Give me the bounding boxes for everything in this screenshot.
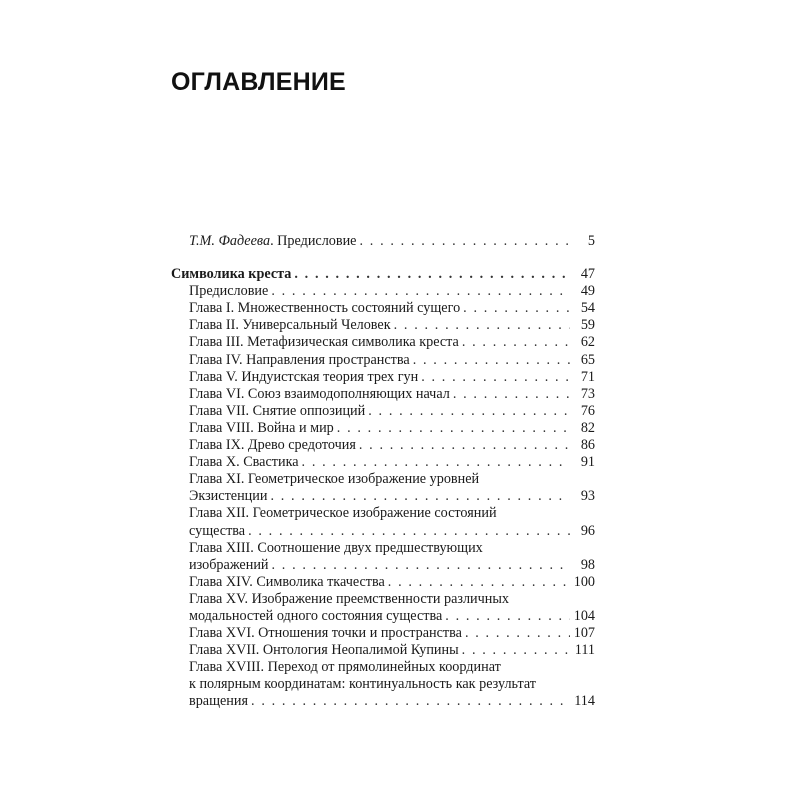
table-of-contents (171, 233, 595, 711)
toc-entry-row (171, 420, 595, 437)
toc-page-number: 107 (573, 625, 595, 642)
dot-leader (368, 403, 570, 420)
foreword-title: Предисловие (277, 233, 357, 249)
dot-leader (462, 334, 570, 351)
toc-entry-row (171, 437, 595, 454)
toc-entry-title: вращения (189, 693, 249, 710)
toc-page-number: 76 (580, 402, 595, 419)
toc-chapter-entry[interactable] (171, 454, 595, 471)
section-gap (171, 250, 595, 266)
toc-chapter-entry[interactable] (171, 471, 595, 505)
toc-entry-row (171, 557, 595, 574)
dot-leader (359, 437, 570, 454)
toc-page-number: 98 (580, 556, 595, 573)
toc-entry-title: Глава III. Метафизическая символика креста (189, 334, 459, 351)
toc-chapter-entry[interactable] (171, 625, 595, 642)
dot-leader (462, 642, 570, 659)
dot-leader (271, 283, 570, 300)
dot-leader (270, 488, 570, 505)
toc-chapter-entry[interactable] (171, 591, 595, 625)
toc-entry-row (171, 386, 595, 403)
toc-entry-row (171, 574, 595, 591)
toc-entry-row (171, 693, 595, 710)
toc-entry-title: Предисловие (189, 283, 269, 300)
toc-chapter-entry[interactable] (171, 317, 595, 334)
toc-chapter-entry[interactable] (171, 283, 595, 300)
toc-entry-row (171, 608, 595, 625)
toc-chapter-entry[interactable] (171, 420, 595, 437)
toc-entry-title: Глава IV. Направления пространства (189, 351, 410, 368)
toc-entry-title-line: Глава XV. Изображение преемственности различных (189, 590, 509, 607)
toc-entry-title: Глава VIII. Война и мир (189, 419, 334, 436)
toc-page-number: 104 (573, 607, 595, 624)
chapter-list (171, 283, 595, 710)
toc-chapter-entry[interactable] (171, 352, 595, 369)
toc-page-number: 91 (580, 454, 595, 471)
dot-leader (463, 300, 570, 317)
dot-leader (413, 352, 570, 369)
toc-entry-row (171, 488, 595, 505)
toc-chapter-entry[interactable] (171, 437, 595, 454)
toc-entry-foreword[interactable] (171, 233, 595, 250)
toc-chapter-entry[interactable] (171, 505, 595, 539)
toc-page-number: 54 (580, 300, 595, 317)
dot-leader (337, 420, 570, 437)
toc-entry-row (171, 283, 595, 300)
toc-page-number: 71 (580, 368, 595, 385)
toc-page-number: 114 (574, 693, 595, 710)
toc-entry-title: Экзистенции (189, 488, 268, 505)
toc-chapter-entry[interactable] (171, 642, 595, 659)
toc-entry-title: Глава V. Индуистская теория трех гун (189, 368, 419, 385)
toc-entry-title: изображений (189, 556, 269, 573)
toc-chapter-entry[interactable] (171, 300, 595, 317)
toc-page-number: 65 (580, 351, 595, 368)
toc-entry-title: модальностей одного состояния существа (189, 607, 443, 624)
section-title: Символика креста (171, 266, 292, 283)
toc-entry-title-line: к полярным координатам: континуальность как результат (189, 676, 536, 693)
toc-chapter-entry[interactable] (171, 574, 595, 591)
toc-entry-row (171, 369, 595, 386)
toc-page-number: 5 (587, 233, 595, 249)
toc-page-number: 49 (580, 283, 595, 300)
dot-leader (251, 693, 570, 710)
dot-leader (272, 557, 570, 574)
dot-leader (453, 386, 570, 403)
toc-entry-title: Глава I. Множественность состояний сущего (189, 300, 461, 317)
toc-entry-row (171, 300, 595, 317)
toc-section-heading[interactable] (171, 266, 595, 283)
toc-page-number: 59 (580, 317, 595, 334)
toc-chapter-entry[interactable] (171, 403, 595, 420)
toc-chapter-entry[interactable] (171, 369, 595, 386)
toc-page-number: 62 (580, 334, 595, 351)
toc-entry-row (171, 625, 595, 642)
toc-entry-row (171, 454, 595, 471)
dot-leader (388, 574, 570, 591)
toc-page-number: 100 (573, 573, 595, 590)
toc-page-number: 82 (580, 419, 595, 436)
foreword-separator: . (270, 233, 278, 249)
toc-page-number: 86 (580, 437, 595, 454)
dot-leader (302, 454, 570, 471)
toc-chapter-entry[interactable] (171, 659, 595, 710)
toc-entry-title: Глава IX. Древо средоточия (189, 437, 356, 454)
toc-entry-row (171, 403, 595, 420)
toc-entry-title-line: Глава XI. Геометрическое изображение уровней (189, 471, 480, 488)
toc-entry-title: Глава VII. Снятие оппозиций (189, 402, 366, 419)
dot-leader (445, 608, 570, 625)
toc-entry-title-line: Глава XII. Геометрическое изображение состояний (189, 505, 497, 522)
foreword-author: Т.М. Фадеева (189, 233, 271, 249)
dot-leader (294, 266, 570, 283)
toc-entry-row (171, 642, 595, 659)
toc-entry-row (171, 317, 595, 334)
toc-entry-title: Глава XVII. Онтология Неопалимой Купины (189, 642, 459, 659)
toc-chapter-entry[interactable] (171, 540, 595, 574)
toc-entry-title (189, 233, 356, 250)
toc-entry-title: Глава VI. Союз взаимодополняющих начал (189, 385, 450, 402)
toc-entry-title: Глава X. Свастика (189, 454, 299, 471)
toc-entry-title-line: Глава XIII. Соотношение двух предшествующих (189, 539, 483, 556)
toc-entry-title: Глава XIV. Символика ткачества (189, 573, 385, 590)
dot-leader (421, 369, 570, 386)
page-title: ОГЛАВЛЕНИЕ (171, 68, 346, 96)
toc-entry-title-line: Глава XVIII. Переход от прямолинейных координат (189, 659, 501, 676)
dot-leader (394, 317, 570, 334)
toc-entry-row (171, 523, 595, 540)
dot-leader (465, 625, 570, 642)
toc-page-number: 47 (580, 266, 595, 283)
toc-chapter-entry[interactable] (171, 334, 595, 351)
dot-leader (359, 233, 570, 250)
toc-entry-title: Глава XVI. Отношения точки и пространства (189, 625, 462, 642)
toc-page-number: 73 (580, 385, 595, 402)
toc-entry-title: Глава II. Универсальный Человек (189, 317, 391, 334)
toc-entry-title: существа (189, 522, 246, 539)
toc-entry-row (171, 352, 595, 369)
toc-page-number: 96 (580, 522, 595, 539)
toc-entry-row (171, 334, 595, 351)
toc-chapter-entry[interactable] (171, 386, 595, 403)
dot-leader (248, 523, 570, 540)
toc-page-number: 111 (574, 642, 595, 659)
toc-page-number: 93 (580, 488, 595, 505)
